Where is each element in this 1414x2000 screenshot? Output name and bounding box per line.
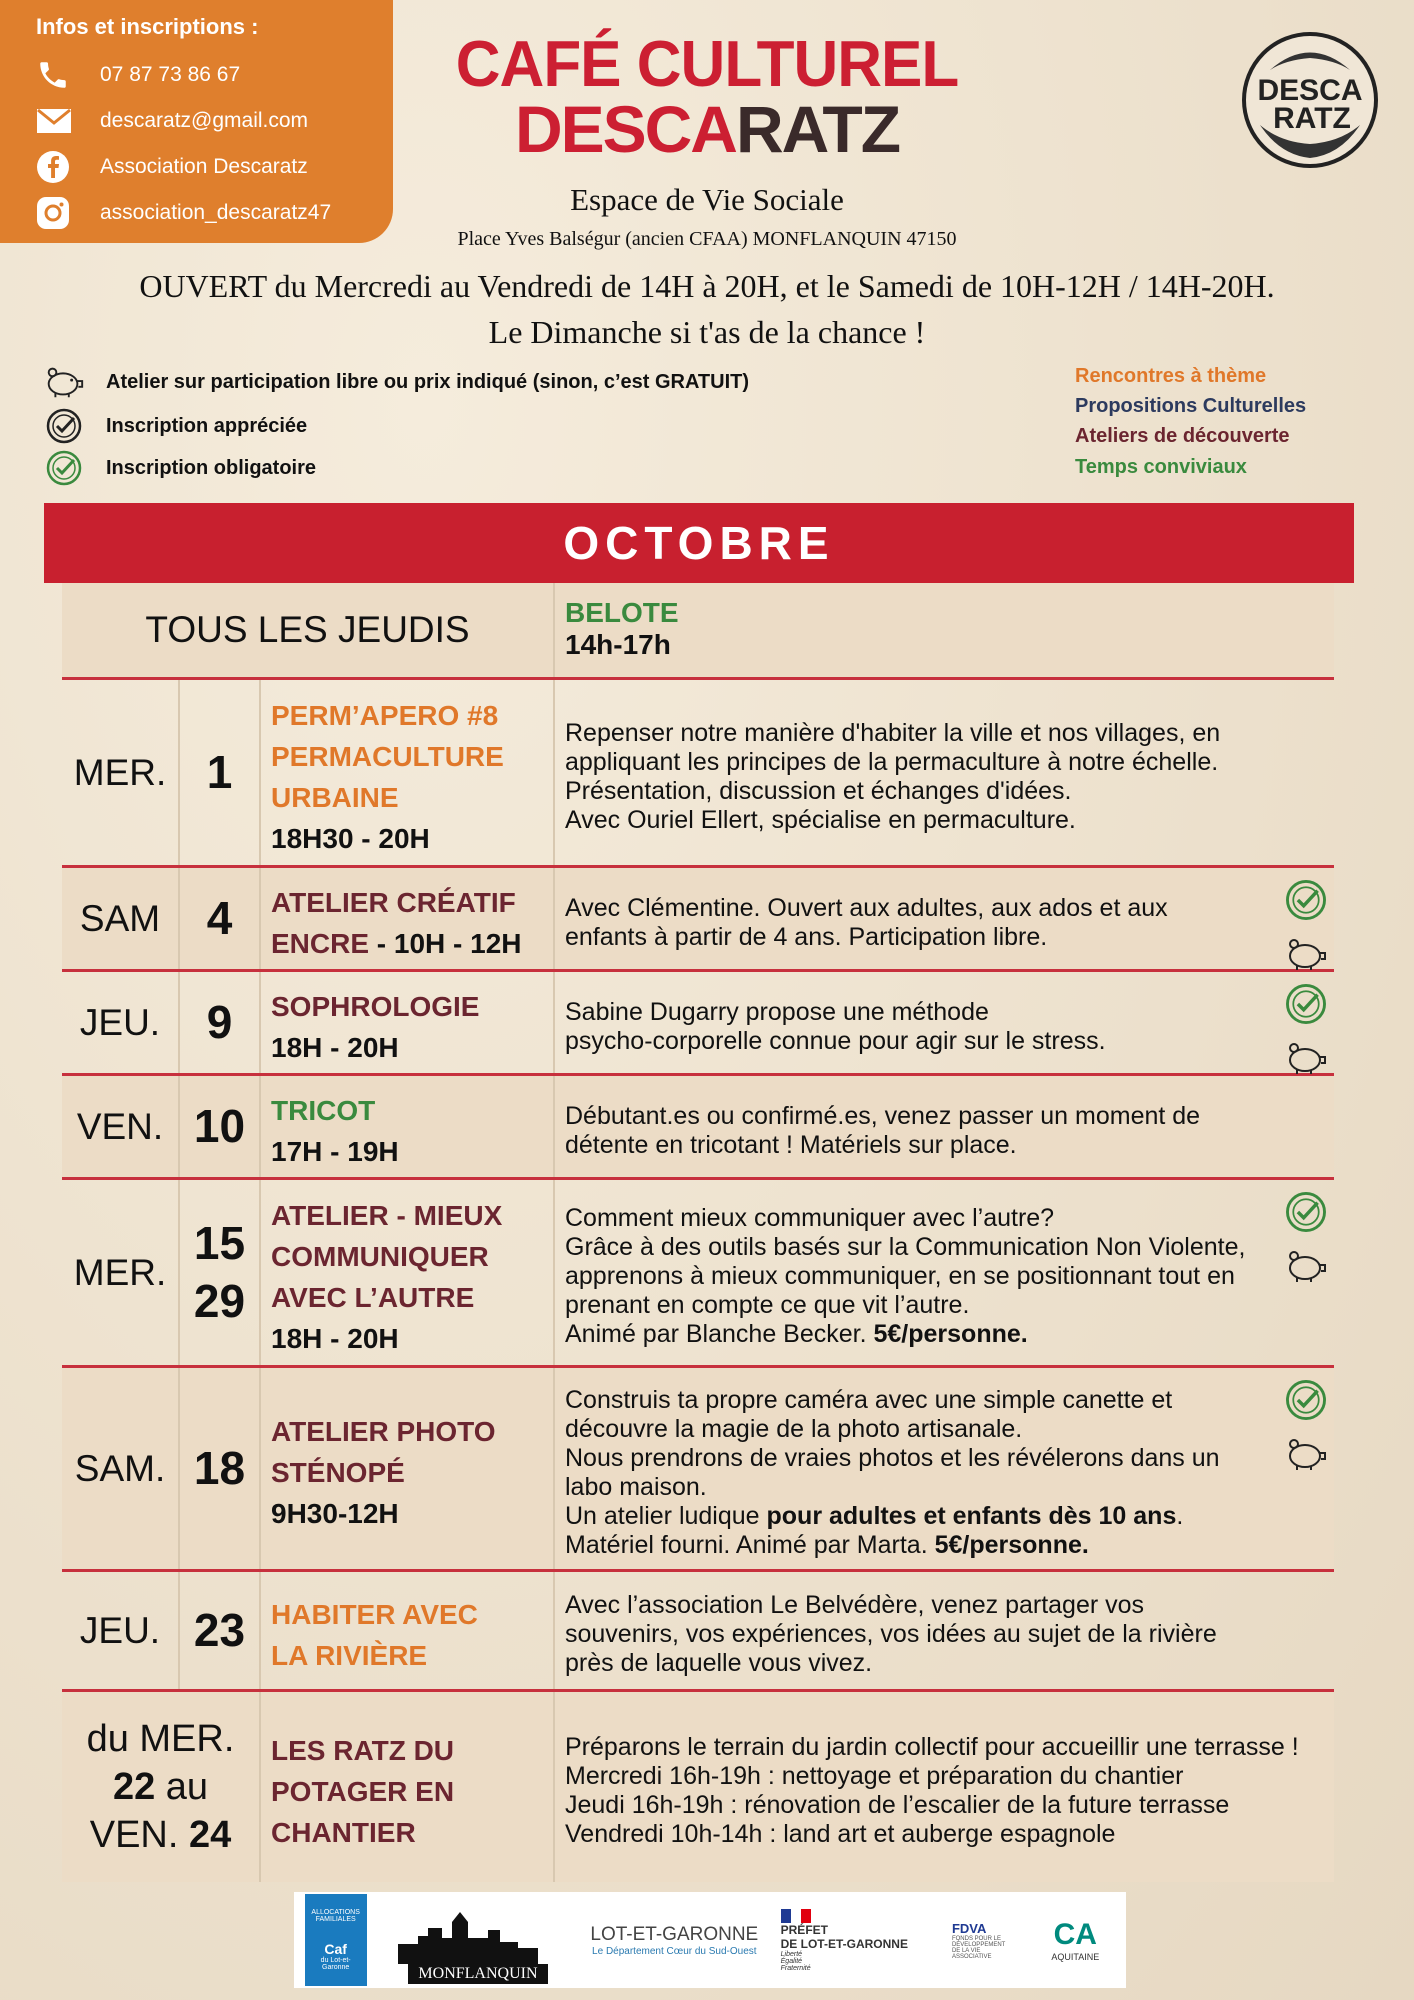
- event-title: [261, 1368, 555, 1569]
- event-description: [555, 1076, 1334, 1177]
- event-icons: [1280, 1376, 1332, 1484]
- legend-mandatory-text: Inscription obligatoire: [106, 456, 317, 479]
- desc-line: Présentation, discussion et échanges d'idées.: [565, 776, 1072, 805]
- category-rencontres: Rencontres à thème: [1075, 365, 1267, 387]
- title-desca: DESCA: [514, 92, 736, 166]
- subtitle: Espace de Vie Sociale: [570, 182, 844, 217]
- event-day: du MER.: [86, 1718, 235, 1760]
- address: Place Yves Balségur (ancien CFAA) MONFLANQUIN 47150: [457, 228, 957, 250]
- contact-title: Infos et inscriptions :: [36, 14, 259, 39]
- lot-text: Le Département Cœur du Sud-Ouest: [592, 1945, 757, 1957]
- event-title-line: CHANTIER: [271, 1816, 416, 1848]
- desc-line: Construis ta propre caméra avec une simple canette et découvre la magie de la photo artisanale.: [565, 1385, 1173, 1443]
- category-culturelles: Propositions Culturelles: [1075, 395, 1307, 417]
- fdva-text: FONDS POUR LE DÉVELOPPEMENT DE LA VIE ASSOCIATIVE: [951, 1935, 1006, 1960]
- desc-line: Grâce à des outils basés sur la Communication Non Violente, apprenons à mieux communiquer, en se positionnant tout en prenant en compte ce que vit l’autre.: [565, 1233, 1246, 1319]
- table-row: [62, 680, 1334, 868]
- desc-line: Débutant.es ou confirmé.es, venez passer un moment de détente en tricotant ! Matériels sur place.: [565, 1101, 1201, 1159]
- event-description: [555, 1180, 1334, 1365]
- desc-line: Mercredi 16h-19h : nettoyage et préparation du chantier: [565, 1762, 1184, 1790]
- title-cafe-culturel: CAFÉ CULTUREL: [455, 28, 959, 101]
- event-title-line: URBAINE: [271, 781, 399, 813]
- event-time: 18H - 20H: [271, 1322, 399, 1354]
- check-circle-green-icon: [1282, 876, 1330, 924]
- check-circle-black-icon: [42, 406, 86, 446]
- desc-line: Un atelier ludique: [565, 1501, 767, 1530]
- price: 5€/personne.: [873, 1320, 1028, 1348]
- event-description: [555, 972, 1334, 1073]
- weekly-title: BELOTE: [565, 597, 679, 628]
- email-address: descaratz@gmail.com: [100, 109, 309, 132]
- desc-line: Avec Clémentine. Ouvert aux adultes, aux ados et aux enfants à partir de 4 ans. Participation libre.: [565, 893, 1168, 951]
- event-day: SAM: [62, 868, 180, 969]
- event-date: 15: [193, 1217, 246, 1269]
- event-date: 22: [112, 1766, 156, 1808]
- event-title: [261, 1076, 555, 1177]
- sponsors-bar: [294, 1892, 1126, 1988]
- age-info: pour adultes et enfants dès 10 ans: [766, 1501, 1177, 1530]
- event-description: [555, 1692, 1334, 1882]
- desc-line: Vendredi 10h-14h : land art et auberge espagnole: [565, 1820, 1116, 1848]
- desc-line: Matériel fourni. Animé par Marta.: [565, 1530, 935, 1559]
- event-date: 18: [180, 1368, 261, 1569]
- title-ratz: RATZ: [735, 92, 900, 166]
- facebook-name: Association Descaratz: [100, 155, 308, 178]
- lot-text: LOT-ET-GARONNE: [590, 1923, 759, 1945]
- price: 5€/personne.: [934, 1530, 1089, 1559]
- lot-et-garonne-logo: [589, 1924, 759, 1957]
- table-row: [62, 1692, 1334, 1882]
- event-time: 18H30 - 20H: [271, 822, 430, 854]
- piggy-bank-icon: [1282, 1034, 1330, 1082]
- event-title-line: AVEC L’AUTRE: [271, 1281, 475, 1313]
- event-title-line: TRICOT: [271, 1094, 376, 1126]
- event-time: 10H - 12H: [393, 927, 522, 959]
- prefet-text: Fraternité: [780, 1964, 811, 1972]
- table-row: [62, 1572, 1334, 1692]
- event-description: [555, 1572, 1334, 1689]
- header-title: [0, 28, 1414, 166]
- piggy-bank-icon: [1282, 1242, 1330, 1290]
- phone-number: 07 87 73 86 67: [100, 63, 241, 86]
- category-ateliers: Ateliers de découverte: [1075, 425, 1290, 447]
- event-title: [261, 972, 555, 1073]
- desc-line: Animé par Blanche Becker.: [565, 1320, 874, 1348]
- weekly-time: 14h-17h: [565, 629, 671, 660]
- event-title: [261, 1180, 555, 1365]
- prefet-text: Égalité: [780, 1957, 803, 1965]
- event-date: 4: [180, 868, 261, 969]
- logo-text-desca: DESCA: [1257, 74, 1363, 107]
- event-icons: [1280, 980, 1332, 1088]
- event-icons: [1280, 876, 1332, 984]
- prefet-text: PRÉFET: [780, 1922, 828, 1937]
- event-title-line: ATELIER PHOTO: [271, 1416, 496, 1447]
- event-title-line: SOPHROLOGIE: [271, 990, 480, 1022]
- title-descaratz: [0, 92, 1414, 166]
- event-day: JEU.: [62, 972, 180, 1073]
- event-time: 9H30-12H: [271, 1498, 399, 1529]
- fdva-logo: [952, 1921, 1014, 1960]
- event-title-line: ATELIER - MIEUX: [271, 1199, 503, 1231]
- caf-logo: [305, 1894, 367, 1986]
- check-circle-green-icon: [42, 448, 86, 488]
- event-dates: [180, 1180, 261, 1365]
- prefet-text: Liberté: [780, 1950, 803, 1958]
- desc-line: Avec l’association Le Belvédère, venez partager vos souvenirs, vos expériences, vos idées au sujet de la rivière près de laquelle vous vivez.: [565, 1591, 1217, 1677]
- event-title-line: HABITER AVEC: [271, 1598, 478, 1630]
- desc-line: Sabine Dugarry propose une méthode: [565, 997, 989, 1026]
- descaratz-logo: [1240, 30, 1380, 170]
- event-title-line: LA RIVIÈRE: [271, 1639, 428, 1671]
- piggy-bank-icon: [42, 362, 86, 402]
- event-date: 9: [180, 972, 261, 1073]
- ca-text: AQUITAINE: [1051, 1952, 1100, 1962]
- event-description: [555, 1368, 1334, 1569]
- desc-line: Préparons le terrain du jardin collectif pour accueillir une terrasse !: [565, 1733, 1299, 1761]
- piggy-bank-icon: [1282, 1430, 1330, 1478]
- check-circle-green-icon: [1282, 980, 1330, 1028]
- event-description: [555, 868, 1334, 969]
- event-time: 17H - 19H: [271, 1135, 399, 1167]
- event-title-line: PERMACULTURE: [271, 740, 504, 772]
- event-title-line: COMMUNIQUER: [271, 1240, 489, 1272]
- opening-hours: OUVERT du Mercredi au Vendredi de 14H à 20H, et le Samedi de 10H-12H / 14H-20H.: [139, 268, 1275, 304]
- event-day: JEU.: [62, 1572, 180, 1689]
- desc-line: Nous prendrons de vraies photos et les révélerons dans un labo maison.: [565, 1443, 1220, 1501]
- event-day: VEN.: [89, 1814, 189, 1856]
- monflanquin-text: MONFLANQUIN: [408, 1964, 547, 1984]
- desc-line: Comment mieux communiquer avec l’autre?: [565, 1204, 1055, 1232]
- event-icons: [1280, 1188, 1332, 1296]
- legend-participation-text: Atelier sur participation libre ou prix indiqué (sinon, c’est GRATUIT): [106, 370, 750, 393]
- legend-participation: [42, 362, 749, 402]
- event-title-line: STÉNOPÉ: [271, 1457, 405, 1488]
- event-time: 18H - 20H: [271, 1031, 399, 1063]
- table-row: [62, 972, 1334, 1076]
- event-date-range: [62, 1692, 261, 1882]
- legend-appreciated-text: Inscription appréciée: [106, 414, 308, 437]
- table-row-weekly: [62, 583, 1334, 680]
- desc-line: Jeudi 16h-19h : rénovation de l’escalier de la future terrasse: [565, 1791, 1230, 1819]
- event-title: [261, 1692, 555, 1882]
- instagram-handle: association_descaratz47: [100, 201, 332, 224]
- event-title: [261, 680, 555, 865]
- table-row: [62, 1180, 1334, 1368]
- table-row: [62, 868, 1334, 972]
- event-date: 29: [193, 1274, 246, 1327]
- event-title-line: LES RATZ DU: [271, 1734, 455, 1766]
- event-title-line: POTAGER EN: [271, 1775, 455, 1807]
- event-title-line: ENCRE: [271, 927, 370, 959]
- event-title: [261, 1572, 555, 1689]
- prefet-text: DE LOT-ET-GARONNE: [780, 1936, 908, 1951]
- weekly-label: TOUS LES JEUDIS: [62, 583, 555, 677]
- ca-text: CA: [1053, 1918, 1097, 1951]
- event-date: 23: [180, 1572, 261, 1689]
- event-date: 1: [180, 680, 261, 865]
- event-day: SAM.: [62, 1368, 180, 1569]
- table-row: [62, 1368, 1334, 1572]
- event-day: MER.: [62, 1180, 180, 1365]
- event-title-line: PERM’APERO #8: [271, 699, 499, 731]
- french-flag-icon: [781, 1909, 811, 1923]
- caf-text: Caf: [324, 1941, 347, 1957]
- sunday-note: Le Dimanche si t'as de la chance !: [488, 314, 926, 350]
- event-description: [555, 680, 1334, 865]
- event-day: VEN.: [62, 1076, 180, 1177]
- caf-text: du Lot-et-Garonne: [320, 1957, 351, 1971]
- piggy-bank-icon: [1282, 930, 1330, 978]
- credit-agricole-logo: [1035, 1918, 1115, 1962]
- monflanquin-logo: [388, 1896, 568, 1984]
- logo-text-ratz: RATZ: [1273, 102, 1351, 135]
- check-circle-green-icon: [1282, 1376, 1330, 1424]
- event-title-line: ATELIER CRÉATIF: [271, 886, 516, 918]
- legend-mandatory: [42, 448, 316, 488]
- caf-text: ALLOCATIONS FAMILIALES: [311, 1909, 360, 1923]
- category-conviviaux: Temps conviviaux: [1075, 456, 1247, 478]
- table-row: [62, 1076, 1334, 1180]
- prefet-logo: [781, 1909, 931, 1972]
- desc-line: psycho-corporelle connue pour agir sur le stress.: [565, 1026, 1106, 1055]
- month-banner: OCTOBRE: [44, 503, 1354, 583]
- event-day: MER.: [62, 680, 180, 865]
- event-date: 10: [180, 1076, 261, 1177]
- events-table: [62, 583, 1334, 1882]
- desc-line: .: [1176, 1501, 1184, 1530]
- event-title: ATELIER CRÉATIF ENCRE - 10H - 12H: [261, 868, 555, 969]
- fdva-text: FDVA: [951, 1920, 987, 1936]
- event-date-sep: au: [155, 1766, 209, 1808]
- desc-line: Repenser notre manière d'habiter la ville et nos villages, en appliquant les principes de la permaculture à notre échelle.: [565, 718, 1221, 776]
- event-date: 24: [188, 1814, 232, 1856]
- desc-line: Avec Ouriel Ellert, spécialise en permaculture.: [565, 805, 1076, 834]
- check-circle-green-icon: [1282, 1188, 1330, 1236]
- legend-appreciated: [42, 406, 307, 446]
